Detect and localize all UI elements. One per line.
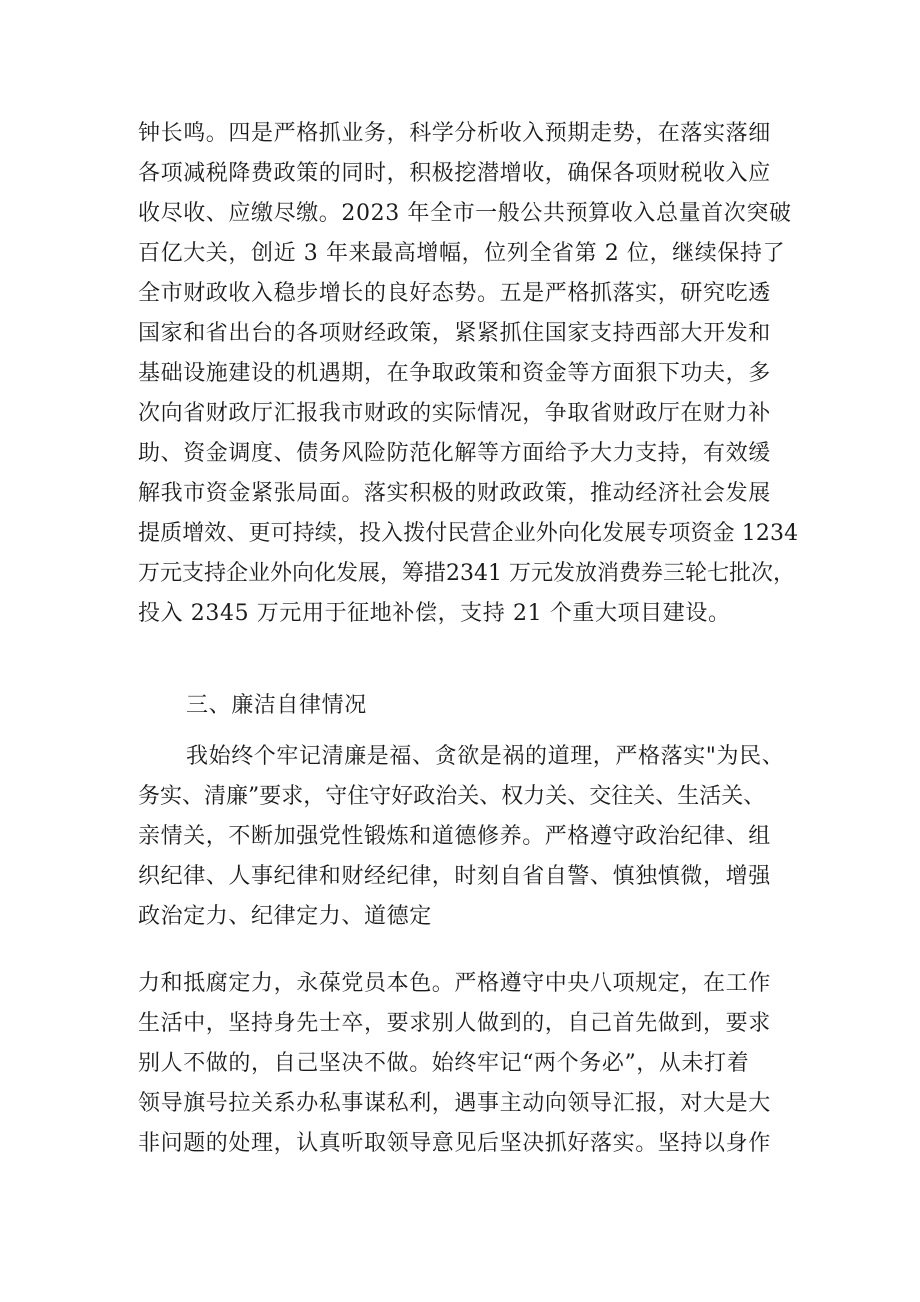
section-heading: 三、廉洁自律情况 <box>186 693 367 718</box>
text-line: 各项减税降费政策的同时，积极挖潜增收，确保各项财税收入应 <box>138 161 771 186</box>
text-line: 别人不做的，自己坚决不做。始终牢记“两个务必”，从未打着 <box>138 1051 750 1076</box>
text-line: 解我市资金紧张局面。落实积极的财政政策，推动经济社会发展 <box>138 481 771 506</box>
text-line: 基础设施建设的机遇期，在争取政策和资金等方面狠下功夫，多 <box>138 361 771 386</box>
text-line: 万元支持企业外向化发展，筹措2341 万元发放消费券三轮七批次， <box>138 561 795 586</box>
text-line: 助、资金调度、债务风险防范化解等方面给予大力支持，有效缓 <box>138 441 771 466</box>
text-line: 收尽收、应缴尽缴。2023 年全市一般公共预算收入总量首次突破 <box>138 201 792 226</box>
text-line: 提质增效、更可持续，投入拨付民营企业外向化发展专项资金 1234 <box>138 521 799 546</box>
text-line: 百亿大关，创近 3 年来最高增幅，位列全省第 2 位，继续保持了 <box>138 241 786 266</box>
text-line: 我始终个牢记清廉是福、贪欲是祸的道理，严格落实"为民、 <box>186 744 785 769</box>
text-line: 政治定力、纪律定力、道德定 <box>138 904 432 929</box>
text-line: 生活中，坚持身先士卒，要求别人做到的，自己首先做到，要求 <box>138 1011 771 1036</box>
text-line: 力和抵腐定力，永葆党员本色。严格遵守中央八项规定，在工作 <box>138 971 771 996</box>
text-line: 钟长鸣。四是严格抓业务，科学分析收入预期走势，在落实落细 <box>138 121 771 146</box>
text-line: 织纪律、人事纪律和财经纪律，时刻自省自警、慎独慎微，增强 <box>138 864 771 889</box>
text-line: 国家和省出台的各项财经政策，紧紧抓住国家支持西部大开发和 <box>138 321 771 346</box>
text-line: 全市财政收入稳步增长的良好态势。五是严格抓落实，研究吃透 <box>138 281 771 306</box>
text-line: 务实、清廉”要求，守住守好政治关、权力关、交往关、生活关、 <box>138 784 766 809</box>
text-line: 领导旗号拉关系办私事谋私利，遇事主动向领导汇报，对大是大 <box>138 1091 771 1116</box>
text-line: 亲情关，不断加强党性锻炼和道德修养。严格遵守政治纪律、组 <box>138 824 771 849</box>
text-line: 投入 2345 万元用于征地补偿，支持 21 个重大项目建设。 <box>138 601 731 626</box>
text-line: 次向省财政厅汇报我市财政的实际情况，争取省财政厅在财力补 <box>138 401 771 426</box>
text-line: 非问题的处理，认真听取领导意见后坚决抓好落实。坚持以身作 <box>138 1131 771 1156</box>
